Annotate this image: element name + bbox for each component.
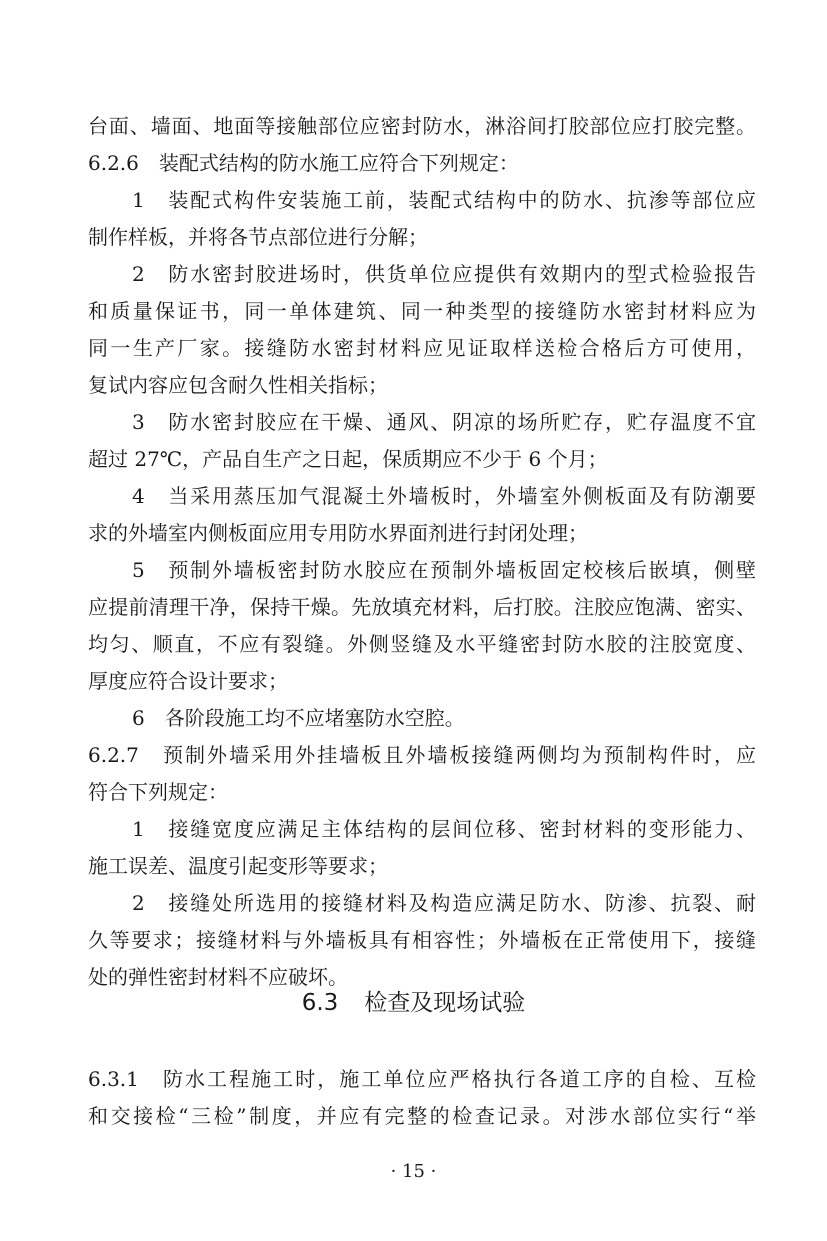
- clause-6-3-1-line: 6.3.1 防水工程施工时，施工单位应严格执行各道工序的自检、互检: [88, 1067, 756, 1091]
- list-item-6: 6 各阶段施工均不应堵塞防水空腔。: [132, 706, 465, 730]
- body-text-block-2: [88, 1061, 756, 1135]
- section-number: 6.3: [301, 990, 339, 1016]
- list-item-2: 2 接缝处所选用的接缝材料及构造应满足防水、防渗、抗裂、耐: [132, 891, 756, 915]
- paragraph-line: 久等要求；接缝材料与外墙板具有相容性；外墙板在正常使用下，接缝: [88, 928, 756, 952]
- page-number: · 15 ·: [390, 1161, 437, 1182]
- list-item-4: 4 当采用蒸压加气混凝土外墙板时，外墙室外侧板面及有防潮要: [132, 484, 756, 508]
- paragraph-line: 均匀、顺直，不应有裂缝。外侧竖缝及水平缝密封防水胶的注胶宽度、: [88, 632, 756, 656]
- paragraph-line: 台面、墙面、地面等接触部位应密封防水，淋浴间打胶部位应打胶完整。: [88, 114, 756, 138]
- paragraph-line: 制作样板，并将各节点部位进行分解；: [88, 225, 428, 249]
- list-item-2: 2 防水密封胶进场时，供货单位应提供有效期内的型式检验报告: [132, 262, 756, 286]
- list-item-1: 1 接缝宽度应满足主体结构的层间位移、密封材料的变形能力、: [132, 817, 756, 841]
- list-item-3: 3 防水密封胶应在干燥、通风、阴凉的场所贮存，贮存温度不宜: [132, 410, 756, 434]
- paragraph-line: 处的弹性密封材料不应破坏。: [88, 965, 348, 989]
- list-item-5: 5 预制外墙板密封防水胶应在预制外墙板固定校核后嵌填，侧壁: [132, 558, 756, 582]
- paragraph-line: 应提前清理干净，保持干燥。先放填充材料，后打胶。注胶应饱满、密实、: [88, 595, 756, 619]
- paragraph-line: 超过 27℃，产品自生产之日起，保质期应不少于 6 个月；: [88, 447, 608, 471]
- paragraph-line: 符合下列规定：: [88, 780, 228, 804]
- section-title: 检查及现场试验: [364, 990, 526, 1016]
- clause-6-2-6-heading: 6.2.6 装配式结构的防水施工应符合下列规定：: [88, 151, 519, 175]
- paragraph-line: 求的外墙室内侧板面应用专用防水界面剂进行封闭处理；: [88, 521, 588, 545]
- clause-6-2-7-heading: 6.2.7 预制外墙采用外挂墙板且外墙板接缝两侧均为预制构件时，应: [88, 743, 756, 767]
- body-text-block: [88, 108, 756, 996]
- paragraph-line: 厚度应符合设计要求；: [88, 669, 288, 693]
- paragraph-line: 复试内容应包含耐久性相关指标；: [88, 373, 388, 397]
- paragraph-line: 同一生产厂家。接缝防水密封材料应见证取样送检合格后方可使用，: [88, 336, 756, 360]
- paragraph-line: 和质量保证书，同一单体建筑、同一种类型的接缝防水密封材料应为: [88, 299, 756, 323]
- section-heading: [0, 983, 827, 1023]
- paragraph-line: 和交接检“三检”制度，并应有完整的检查记录。对涉水部位实行“举: [88, 1104, 756, 1128]
- list-item-1: 1 装配式构件安装施工前，装配式结构中的防水、抗渗等部位应: [132, 188, 756, 212]
- paragraph-line: 施工误差、温度引起变形等要求；: [88, 854, 388, 878]
